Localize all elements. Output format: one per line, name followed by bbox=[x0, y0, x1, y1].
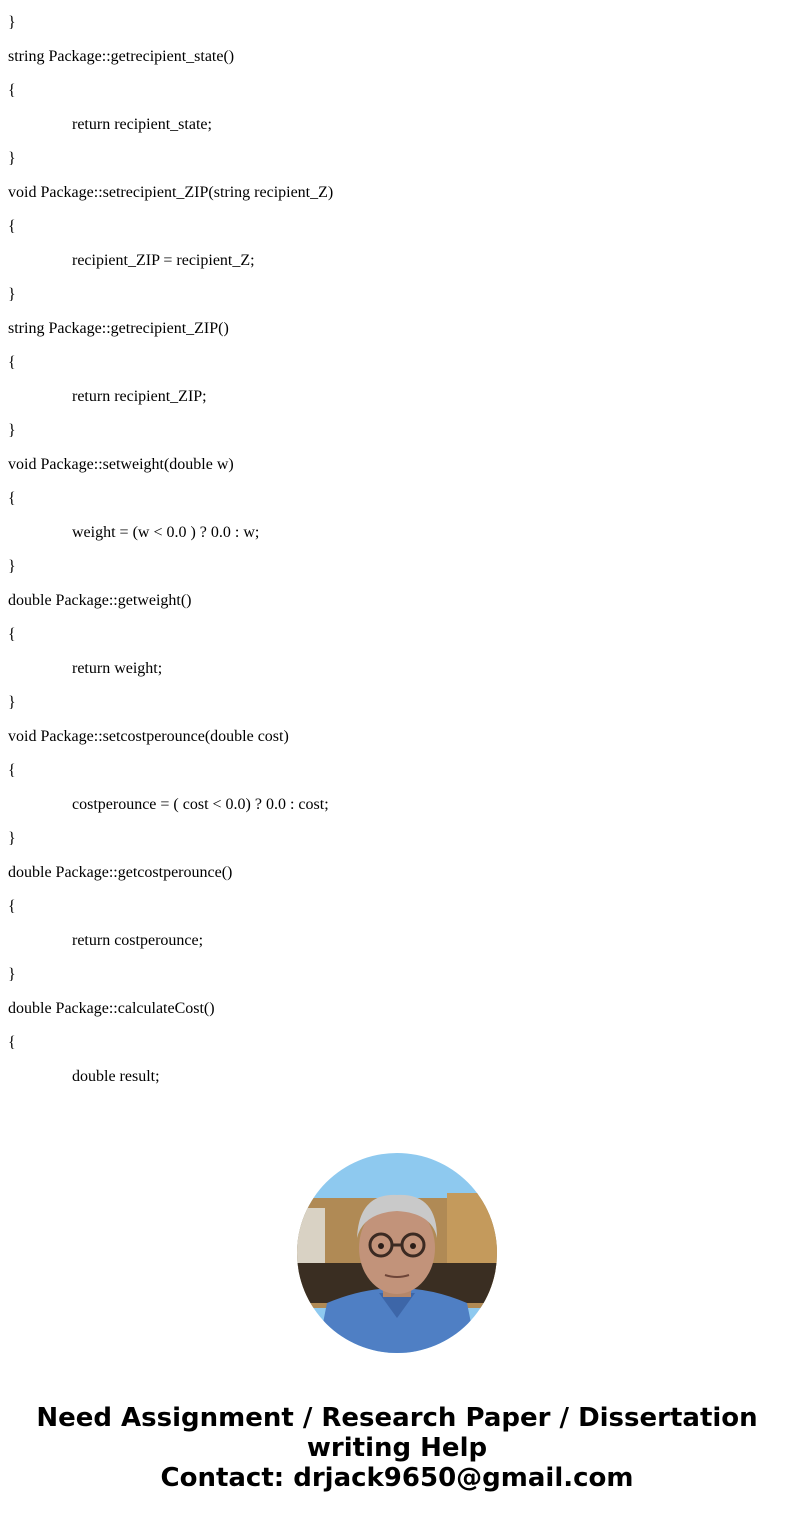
code-line: { bbox=[8, 762, 16, 779]
promo-line-2: writing Help bbox=[306, 1433, 488, 1463]
code-line: return recipient_state; bbox=[72, 116, 212, 133]
code-line: weight = (w < 0.0 ) ? 0.0 : w; bbox=[72, 524, 260, 541]
code-line: string Package::getrecipient_state() bbox=[8, 48, 235, 65]
code-line: } bbox=[8, 694, 16, 711]
code-line: { bbox=[8, 626, 16, 643]
code-line: double result; bbox=[72, 1068, 160, 1085]
code-line: recipient_ZIP = recipient_Z; bbox=[72, 252, 255, 269]
code-line: void Package::setcostperounce(double cost) bbox=[8, 728, 289, 745]
code-listing bbox=[0, 6, 794, 1094]
code-line: } bbox=[8, 558, 16, 575]
code-line: } bbox=[8, 422, 16, 439]
code-line: } bbox=[8, 150, 16, 167]
code-line: costperounce = ( cost < 0.0) ? 0.0 : cost; bbox=[72, 796, 329, 813]
code-line: string Package::getrecipient_ZIP() bbox=[8, 320, 229, 337]
code-line: { bbox=[8, 82, 16, 99]
code-line: void Package::setweight(double w) bbox=[8, 456, 234, 473]
code-line: return costperounce; bbox=[72, 932, 204, 949]
code-line: } bbox=[8, 14, 16, 31]
promo-contact: Contact: drjack9650@gmail.com bbox=[160, 1463, 634, 1493]
code-line: double Package::getcostperounce() bbox=[8, 864, 233, 881]
code-line: { bbox=[8, 1034, 16, 1051]
code-line: { bbox=[8, 354, 16, 371]
promo-line-1: Need Assignment / Research Paper / Dissertation bbox=[36, 1403, 758, 1433]
code-line: { bbox=[8, 898, 16, 915]
code-line: double Package::getweight() bbox=[8, 592, 192, 609]
code-line: double Package::calculateCost() bbox=[8, 1000, 215, 1017]
author-avatar bbox=[297, 1153, 497, 1353]
code-line: } bbox=[8, 830, 16, 847]
code-line: } bbox=[8, 286, 16, 303]
code-line: { bbox=[8, 218, 16, 235]
author-photo bbox=[297, 1153, 497, 1353]
code-line: void Package::setrecipient_ZIP(string recipient_Z) bbox=[8, 184, 334, 201]
code-line: return weight; bbox=[72, 660, 163, 677]
code-line: return recipient_ZIP; bbox=[72, 388, 207, 405]
promo-banner bbox=[0, 1403, 794, 1493]
code-line: { bbox=[8, 490, 16, 507]
code-line: } bbox=[8, 966, 16, 983]
